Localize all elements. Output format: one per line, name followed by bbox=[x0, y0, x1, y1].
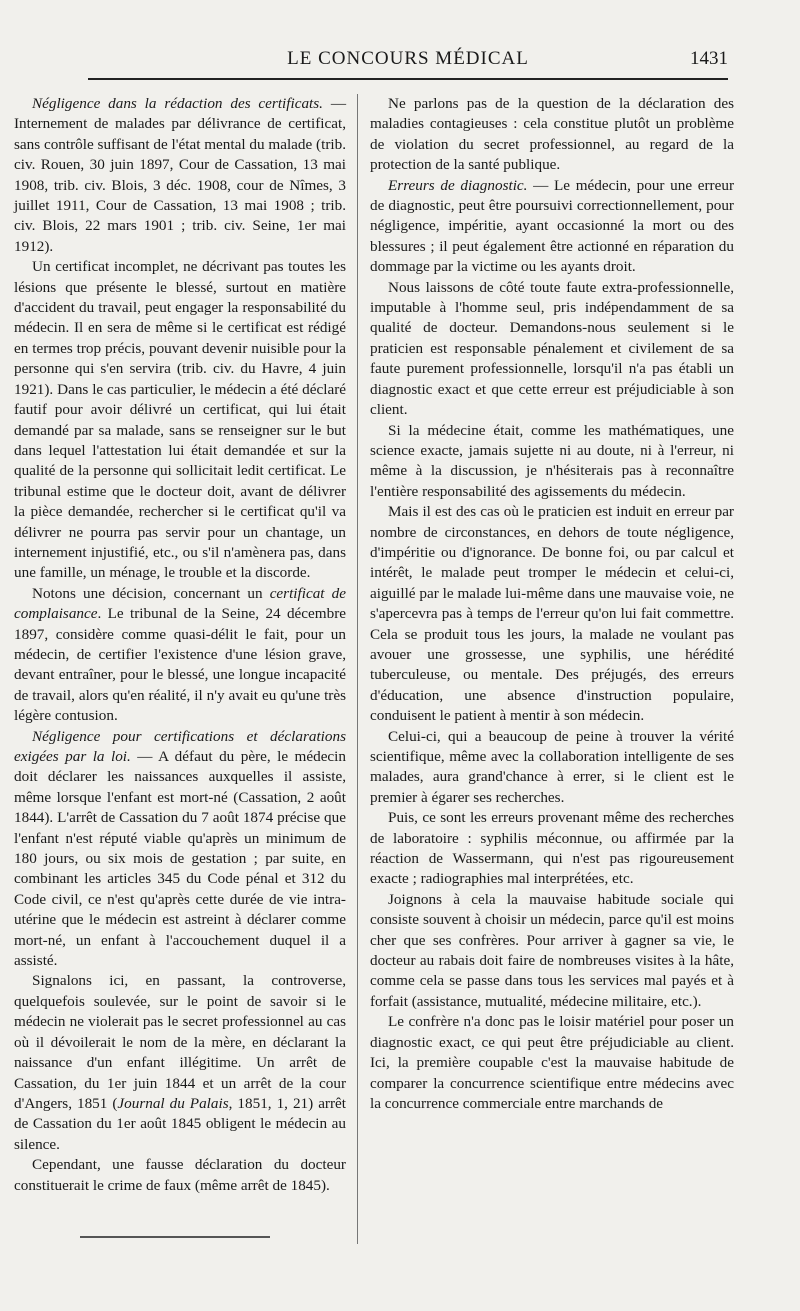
paragraph-text: — Internement de malades par délivrance de certificat, sans contrôle suffisant de l'état mental du malade (trib. civ. Rouen, 30 juin 1897, Cour de Cassation, 13 mai 1908, trib. civ. Blois, 3 déc. 1908, cour de Nîmes, 3 juillet 1911, Cour de Cassation, 13 mai 1908 ; trib. civ. Blois, 22 mars 1901 ; trib. civ. Seine, 1er mai 1912). bbox=[14, 95, 347, 255]
paragraph bbox=[14, 727, 346, 972]
column-divider bbox=[357, 94, 358, 1244]
paragraph bbox=[14, 257, 346, 584]
paragraph bbox=[14, 584, 346, 727]
paragraph-text: Si la médecine était, comme les mathématiques, une science exacte, jamais sujette ni au doute, ni à l'erreur, ni même à la discussion, je n'hésiterais pas à reconnaître l'entière responsabilité des agissements du médecin. bbox=[370, 421, 734, 500]
paragraph-text: — Le médecin, pour une erreur de diagnostic, peut être poursuivi correctionnellement, pour négligence, impéritie, ayant occasionné la mort ou des blessures ; il peut également être actionné en réparation du dommage par la victime ou les ayants droit. bbox=[370, 176, 734, 276]
paragraph-text: — A défaut du père, le médecin doit déclarer les naissances auxquelles il assiste, même lorsque l'enfant est mort-né (Cassation, 2 août 1844). L'arrêt de Cassation du 7 août 1874 précise que l'enfant n'est réputé viable qu'après un minimum de 180 jours, ou six mois de gestation ; par suite, en combinant les articles 345 du Code pénal et 312 du Code civil, ce n'est qu'après cette durée de vie intra-utérine que le médecin est astreint à déclarer comme mort-né, un enfant à l'accouchement duquel il a assisté. bbox=[14, 748, 346, 970]
paragraph bbox=[370, 176, 734, 278]
left-column bbox=[14, 94, 346, 1196]
paragraph bbox=[370, 727, 734, 809]
paragraph-text: Un certificat incomplet, ne décrivant pas toutes les lésions que présente le blessé, surtout en matière d'accident du travail, peut engager la responsabilité du médecin. Il en sera de même si le certificat est rédigé en termes trop précis, pouvant devenir nuisible pour la personne qui s'en servira (trib. civ. du Havre, 4 juin 1921). Dans le cas particulier, le médecin a été déclaré fautif pour avoir délivré un certificat, qui lui était demandé par sa malade, sans se renseigner sur le but dans lequel l'attestation lui était demandée et sur la qualité de la personne qui sollicitait ledit certificat. Le tribunal estime que le docteur doit, avant de délivrer la pièce demandée, rechercher si le certificat qu'il va délivrer ne pourra pas servir pour un chantage, un internement injustifié, etc., ou s'il n'amènera pas, dans une famille, un ménage, le trouble et la discorde. bbox=[14, 258, 346, 582]
paragraph bbox=[370, 808, 734, 890]
paragraph-text: . Le tribunal de la Seine, 24 décembre 1897, considère comme quasi-délit le fait, pour un médecin, de certifier l'existence d'une lésion grave, devant entraîner, pour le blessé, une longue incapacité de travail, alors qu'en réalité, il n'y avait eu qu'une très légère contusion. bbox=[14, 605, 346, 725]
right-column bbox=[370, 94, 734, 1114]
page-number: 1431 bbox=[690, 48, 728, 69]
paragraph-text: Signalons ici, en passant, la controverse, quelquefois soulevée, sur le point de savoir si le médecin ne violerait pas le secret professionnel au cas où il dévoilerait le nom de la mère, en déclarant la naissance d'un enfant illégitime. Un arrêt de Cassation, du 1er juin 1844 et un arrêt de la cour d'Angers, 1851 ( bbox=[14, 972, 346, 1112]
paragraph bbox=[370, 890, 734, 1012]
section-heading: Erreurs de diagnostic. bbox=[388, 176, 528, 194]
paragraph bbox=[370, 278, 734, 421]
paragraph-text: Puis, ce sont les erreurs provenant même des recherches de laboratoire : syphilis méconnue, ou affirmée par la réaction de Wassermann, qui n'est pas rigoureusement exacte ; radiographies mal interprétées, etc. bbox=[370, 809, 734, 888]
paragraph-text: Cependant, une fausse déclaration du docteur constituerait le crime de faux (même arrêt de 1845). bbox=[14, 1156, 346, 1194]
paragraph bbox=[370, 1012, 734, 1114]
paragraph-text: Joignons à cela la mauvaise habitude sociale qui consiste souvent à choisir un médecin, parce qu'il est moins cher que ses confrères. Pour arriver à gagner sa vie, le docteur au rabais doit faire de nombreuses visites à la hâte, comme cela se passe dans tous les services mal payés et à forfait (assistance, mutualité, médecine militaire, etc.). bbox=[370, 890, 734, 1010]
paragraph bbox=[370, 502, 734, 726]
italic-term: Journal du Palais bbox=[117, 1094, 229, 1112]
paragraph bbox=[14, 94, 346, 257]
paragraph bbox=[370, 94, 734, 176]
italic-term: certificat de complaisance bbox=[14, 584, 346, 623]
paragraph-text: Ne parlons pas de la question de la déclaration des maladies contagieuses : cela constitue plutôt un problème de violation du secret professionnel, au regard de la protection de la santé publique. bbox=[370, 95, 734, 174]
paragraph bbox=[14, 971, 346, 1155]
paragraph-text: , 1851, 1, 21) arrêt de Cassation du 1er août 1845 obligent le médecin au silence. bbox=[14, 1094, 347, 1153]
page-header bbox=[88, 44, 728, 80]
bottom-rule bbox=[80, 1236, 270, 1238]
paragraph bbox=[14, 1155, 346, 1196]
paragraph-text: Notons une décision, concernant un bbox=[32, 584, 270, 602]
paragraph-text: Le confrère n'a donc pas le loisir matériel pour poser un diagnostic exact, ce qui peut être préjudiciable au client. Ici, la première coupable c'est la mauvaise habitude de comparer la concurrence scientifique entre médecins avec la concurrence commerciale entre marchands de bbox=[370, 1013, 734, 1112]
journal-title: LE CONCOURS MÉDICAL bbox=[287, 48, 529, 69]
section-heading: Négligence pour certifications et déclarations exigées par la loi. bbox=[14, 727, 346, 765]
paragraph-text: Mais il est des cas où le praticien est induit en erreur par nombre de circonstances, en dehors de toute négligence, d'impéritie ou d'ignorance. De bonne foi, ou par calcul et intérêt, le malade peut tromper le médecin et celui-ci, aiguillé par le malade lui-même dans une mauvaise voie, ne s'apercevra pas à temps de l'erreur qu'on lui fait commettre. Cela se produit tous les jours, la malade ne voulant pas avouer une grossesse, une syphilis, une hérédité tuberculeuse, ou mentale. Des préjugés, des erreurs d'éducation, une absence d'instruction populaire, conduisent le patient à mentir à son médecin. bbox=[370, 503, 734, 725]
paragraph-text: Nous laissons de côté toute faute extra-professionnelle, imputable à l'homme seul, pris indépendamment de sa qualité de docteur. Demandons-nous seulement si le praticien est responsable pénalement et civilement de sa faute purement professionnelle, lorsqu'il n'a pas établi un diagnostic exact et que cette erreur est préjudiciable à son client. bbox=[370, 278, 734, 419]
paragraph bbox=[370, 421, 734, 503]
paragraph-text: Celui-ci, qui a beaucoup de peine à trouver la vérité scientifique, même avec la collaboration intelligente de ses malades, aura grand'chance à errer, si le client est le premier à égarer ses recherches. bbox=[370, 727, 734, 806]
section-heading: Négligence dans la rédaction des certificats. bbox=[32, 95, 323, 112]
